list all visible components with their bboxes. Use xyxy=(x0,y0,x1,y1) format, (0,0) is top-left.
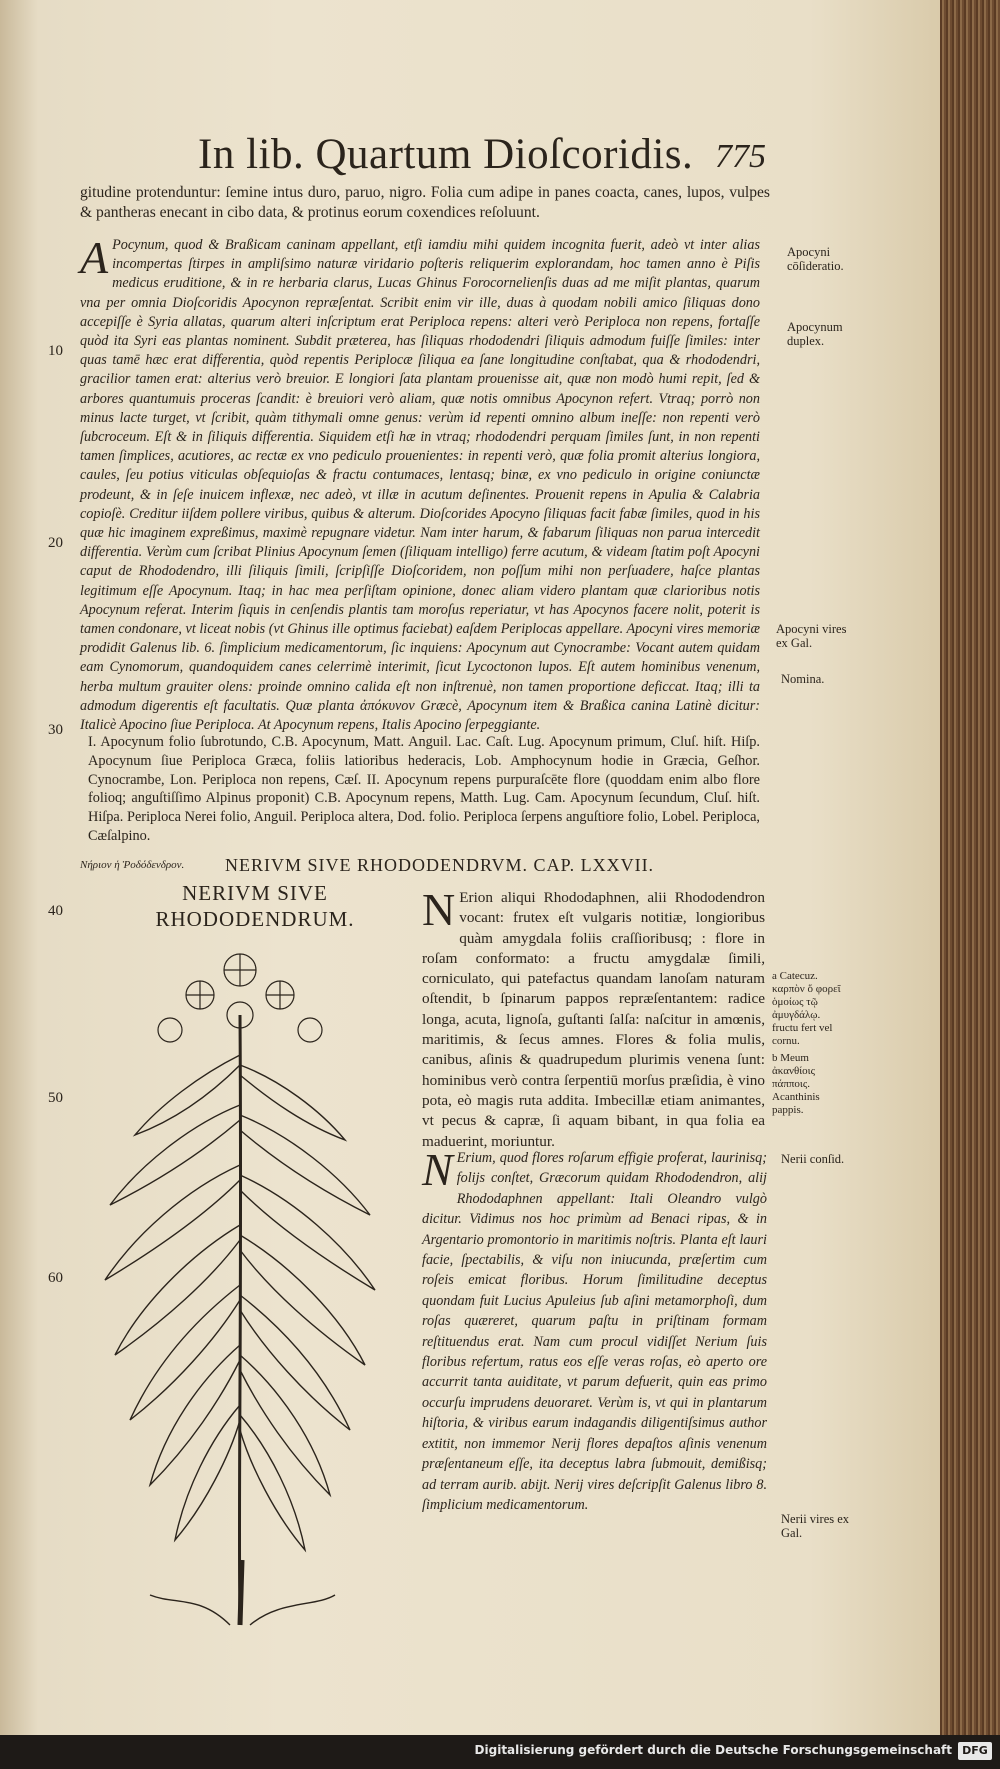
page-number: 775 xyxy=(715,138,766,175)
leaves-right xyxy=(240,1065,375,1550)
footer-bar xyxy=(0,1735,1000,1769)
apocynum-commentary xyxy=(80,232,760,735)
margin-note-catecuz: a Catecuz. καρπὸν ὅ φορεῖ ὁμοίως τῷ ἀμυγδάλῳ. fructu fert vel cornu. xyxy=(772,970,841,1047)
margin-note-nerii-consid: Nerii conſid. xyxy=(781,1152,845,1166)
synonyms-paragraph xyxy=(88,733,760,846)
chapter-title: NERIVM SIVE RHODODENDRVM. CAP. LXXVII. xyxy=(225,855,655,875)
oleander-woodcut xyxy=(80,935,400,1640)
dropcap-n2: N xyxy=(422,1144,453,1195)
nerium-comment-text: Erium, quod flores roſarum effigie proferat, laurinisq; folijs conſtet, Græcorum quidam Rhododendron, alij Rhododaphnen appellant: Itali Oleandro vulgò dicitur. Vidimus nos hoc primùm ad Benaci ripas, & in Argentario promontorio in maritimis noſtris. Planta eſt lauri facie, ſpectabilis, & viſu non iniucunda, præſertim cum roſeis emicat floribus. Horum ſimilitudine deceptus quondam fuit Lucius Apuleius ſub aſini metamorphoſi, dum roſas quæreret, quarum paſtu in priſtinam formam reſtituendus erat. Nam cum procul vidiſſet Nerium ſuis floribus refertum, ratus eos eſſe veras roſas, eò aperto ore accurrit tanta auiditate, vt parum defuerit, quin eas primo occurſu imprudens deuoraret. Verùm is, vt qui in plantarum hiſtoria, & viribus earum indagandis diligentiſsimus author extitit, non immemor Nerij flores depaſtos aſinis venenum præſentaneum eſſe, ita deceptus labra ſubmouit, demißisq; ad terram aurib. abijt. Nerij vires deſcripſit Galenus libro 8. ſimplicium medicamentorum. xyxy=(422,1150,767,1513)
intro-text: gitudine protenduntur: ſemine intus duro, paruo, nigro. Folia cum adipe in panes coacta, canes, lupos, vulpes & pantheras enecant in cibo data, & protinus eorum coxendices reſoluunt. xyxy=(80,184,770,221)
apocynum-comment-text: Pocynum, quod & Braßicam caninam appellant, etſi iamdiu mihi quidem incognita fuerit, adeò vt inter alias incompertas ſtirpes in ampliſsimo naturæ viridario poſteris reliquerim explorandam, hoc tamen anno è Piſis medicus eruditione, & in re herbaria clarus, Lucas Ghinus Forocornelienſis duas ad me miſit plantas, quarum vna per omnia Dioſcoridis Apocynon repræſentat. Scribit enim vir ille, duas à quodam nobili amico ſiliquas dono accepiſſe è Syria allatas, quarum alteri inſcriptum erat Periploca repens: alteri verò Periploca non repens, fortaſſe quòd ita Syri eas plantas nominent. Subdit præterea, has ſiliquas rhododendri ſiliquis admodum fuiſſe ſimiles: inter quas tamē hæc erat differentia, quòd repentis Periplocæ ſiliqua ea ſane longitudine conſtabat, qua & rhododendri, gracilior tamen erat: alterius verò breuior. E longiori ſata plantam prouenisse ait, quæ non modò humi repit, ſed & arbores quantumuis proceras ſcandit: è breuiori verò aliam, quæ notis omnibus Apocynon refert. Vtraq; porrò non minus lacte turget, vt ſcribit, quàm tithymali omne genus: verùm id repenti omnino album ineſſe: non repenti verò ſubcroceum. Eſt & in ſiliquis differentia. Siquidem etſi hæ in vtraq; rhododendri perquam ſimiles ſunt, in non repenti tamen ſimplices, acutiores, ac rectæ ex vno pediculo prouenientes: in repenti verò, quæ folia promit alterius longiora, caules, ſeu potius viticulas obſequioſas & fractu contumaces, lentasq; binæ, ex vno pediculo in origine coniunctæ prodeunt, & in ſeſe inuicem inflexæ, nec adeò, vt illæ in acutum deſinentes. Prouenit repens in Apulia & Calabria copioſè. Creditur iiſdem pollere viribus, quibus & alterum. Dioſcorides Apocyno ſiliquas facit fabæ ſimiles, quod in his quæ hic imaginem expreßimus, maximè repugnare videtur. Nam inter harum, & fabarum ſiliquas non parua intercedit differentia. Verùm cum ſcribat Plinius Apocynum ſemen (ſiliquam intelligo) ferre acutum, & videam ſtatim poſt Apocyni caput de Rhododendro, illi ſiliquis ſimili, ſcripſiſſe Dioſcoridem, non poſſum mihi non perſuadere, haſce plantas legitimum eſſe Apocynum. Itaq; in hac mea perſiſtam opinione, donec aliam videro plantam quæ clarioribus notis Apocynum referat. Interim ſiquis in cenſendis plantis tam moroſus reperiatur, vt has Apocynos facere nolit, poterit is tamen condonare, vt liceat nobis (vt Ghinus ille optimus faciebat) eaſdem Periplocas appellare. Apocyni vires memoriæ prodidit Galenus lib. 6. ſimplicium medicamentorum, ſic inquiens: Apocynum aut Cynocrambe: Vocant autem quidam eam Cynomorum, quandoquidem canes celerrimè interimit, ſicut Lycoctonon lupos. Eſt autem hominibus venenum, herba multum grauiter olens: proinde omnino calida eſt non inſtrenuè, non tamen proportione deficcat. Itaq; illi ta admodum digerentis eſt facultatis. Quæ planta ἀπόκυνον Græcè, Apocynum item & Braßica canina Latinè dicitur: Italicè Apocino ſiue Periploca. At Apocynum repens, Italis Apocino ſerpeggiante. xyxy=(80,237,760,734)
nerium-description xyxy=(422,884,765,1152)
nerium-commentary xyxy=(422,1144,767,1515)
footer-credit: Digitalisierung gefördert durch die Deutsche Forschungsgemeinschaft xyxy=(474,1743,952,1757)
line-number-40: 40 xyxy=(48,903,63,919)
nerium-text: Erion aliqui Rhododaphnen, alii Rhododendron vocant: frutex eſt vulgaris notitiæ, longioribus quàm amygdala foliis craſſioribusq; : flore in roſam conformato: a fructu amygdalæ ſimili, corniculato, qui patefactus quandam lanoſam naturam oſtendit, b ſpinarum pappos repræſentantem: radice longa, acuta, lignoſa, guſtanti ſalſa: naſcitur in amœnis, maritimis, & ſecus amnes. Flores & folia mulis, canibus, aſinis & quadrupedum plurimis venena ſunt: hominibus verò contra ſerpentiū morſus præſidia, è vino pota, eò magis ruta addita. Imbecillæ etiam animantes, vt pecus & capræ, ſi aquam bibant, in qua folia ea maduerint, moriuntur. xyxy=(422,889,765,1150)
figure-title: NERIVM SIVE RHODODENDRUM. xyxy=(155,881,355,931)
dropcap-a: A xyxy=(80,232,109,283)
oleander-illustration xyxy=(80,935,400,1635)
dropcap-n: N xyxy=(422,884,456,935)
dfg-logo: DFG xyxy=(958,1742,992,1760)
margin-note-nerii-vires: Nerii vires ex Gal. xyxy=(781,1512,850,1540)
margin-note-meum: b Meum ἀκανθίοις πάπποις. Acanthinis pappis. xyxy=(772,1052,820,1116)
intro-paragraph xyxy=(80,183,770,222)
book-page-edges xyxy=(940,0,1000,1735)
line-number-50: 50 xyxy=(48,1090,63,1106)
line-number-10: 10 xyxy=(48,343,63,359)
line-number-60: 60 xyxy=(48,1270,63,1286)
line-number-30: 30 xyxy=(48,722,63,738)
chapter-greek-title: Νήριον ἡ Ῥοδόδενδρον. xyxy=(80,859,185,871)
margin-note-apocynum-duplex: Apocynum duplex. xyxy=(787,320,843,348)
leaves-left xyxy=(105,1055,240,1540)
margin-note-apocyni-vires: Apocyni vires ex Gal. xyxy=(776,622,847,650)
margin-note-apocyni-consideratio: Apocyni cōſideratio. xyxy=(787,245,844,273)
synonyms-text: I. Apocynum folio ſubrotundo, C.B. Apocynum, Matt. Anguil. Lac. Caſt. Lug. Apocynum primum, Cluſ. hiſt. Hiſp. Apocynum ſiue Periploca Græca, foliis latioribus hederacis, Lob. Amphocynum hodie in Græcia, Geſhor. Cynocrambe, Lon. Periploca non repens, Cæſ. II. Apocynum repens purpuraſcēte flore (quoddam enim albo flore folioq; anguſtiſſimo Alpinus proponit) C.B. Apocynum repens, Matth. Lug. Cam. Apocynum ſecundum, Cluſ. hiſt. Hiſpa. Periploca Nerei folio, Anguil. Periploca altera, Dod. folio. Periploca ſerpens anguſtiore folio, Lobel. Periploca, Cæſalpino. xyxy=(88,734,760,844)
line-number-20: 20 xyxy=(48,535,63,551)
margin-note-nomina: Nomina. xyxy=(781,672,825,686)
page-title: In lib. Quartum Dioſcoridis. xyxy=(198,131,694,178)
